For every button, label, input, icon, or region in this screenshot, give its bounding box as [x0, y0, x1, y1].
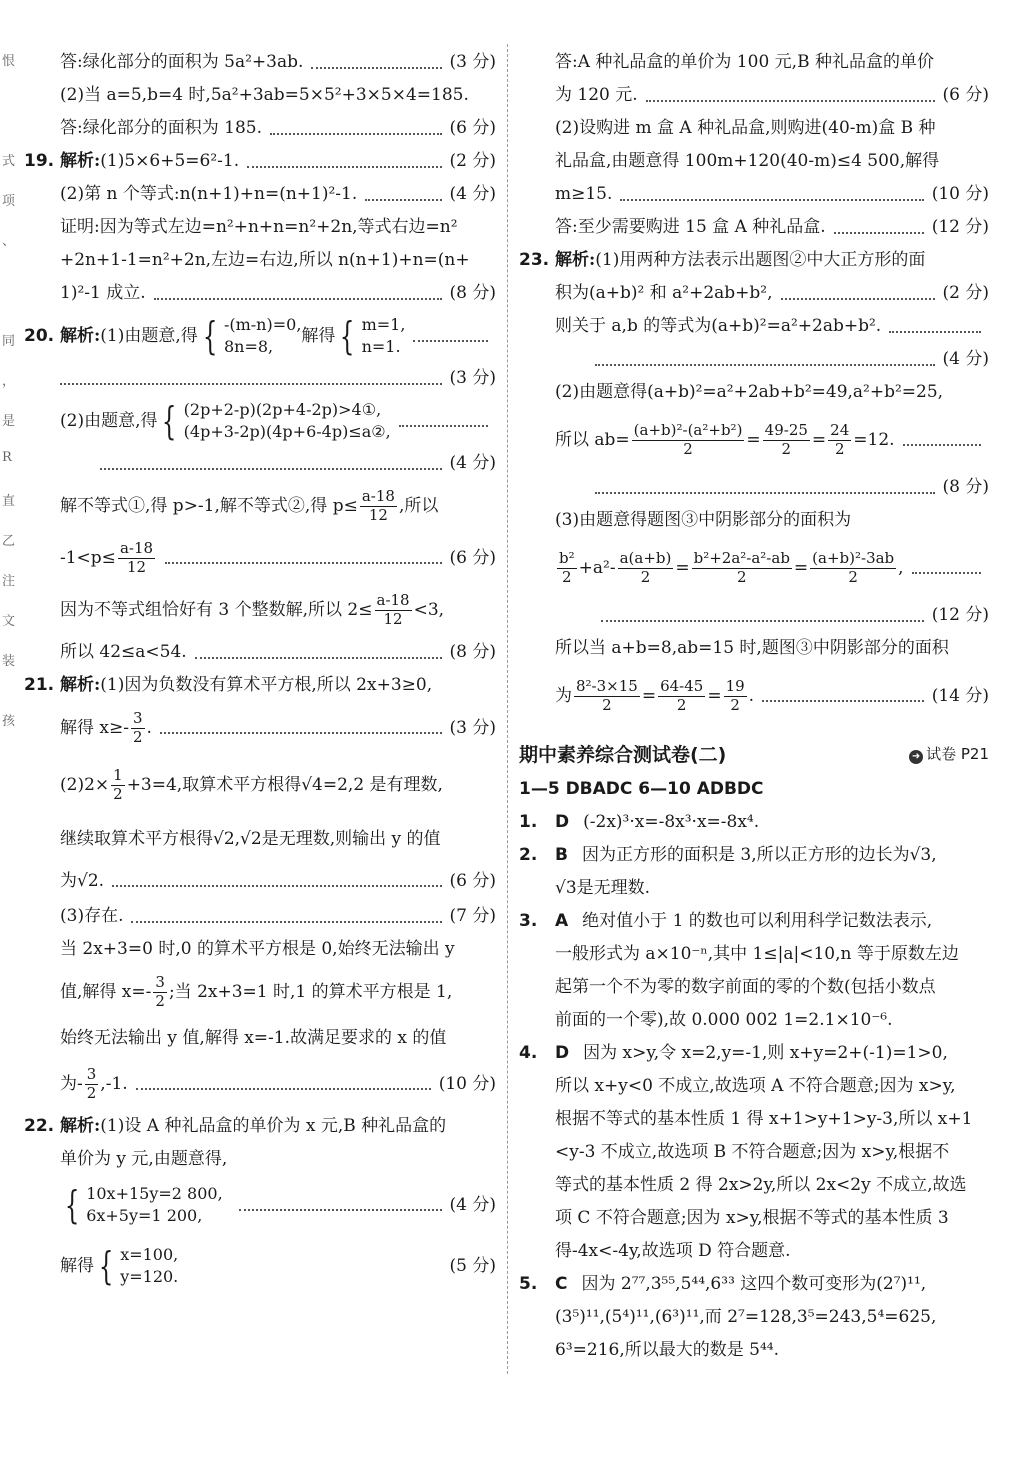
fraction: $\frac{3}{2}$: [155, 973, 165, 1010]
q23-line-12: 为 $\frac{\text{8²-3×15}}{2}$ = $\frac{64-45}{2}$ = $\frac{19}{2}$ . (14 分): [555, 677, 989, 714]
q21-line-9: 始终无法输出 y 值,解得 x=-1.故满足要求的 x 的值: [60, 1027, 447, 1048]
q20-line-7: 因为不等式组恰好有 3 个整数解,所以 2≤ $\frac{a-18}{12}$ <3,: [60, 591, 445, 628]
fraction: $\frac{\text{b²+2a²-a²-ab}}{2}$: [693, 549, 790, 586]
fraction: $\frac{a-18}{12}$: [361, 487, 395, 524]
column-divider: [507, 44, 508, 1374]
answer-key: 1—5 DBADC 6—10 ADBDC: [519, 779, 764, 799]
q23-line-4: (4 分): [519, 343, 989, 376]
q22-tail-line-3: (2)设购进 m 盒 A 种礼品盒,则购进(40-m)盒 B 种: [555, 118, 936, 138]
equation-system: { x=100, y=120.: [98, 1244, 179, 1288]
right-column: [519, 46, 989, 1367]
fraction: $\frac{24}{2}$: [830, 421, 850, 458]
q22-tail-line-5: m≥15. (10 分): [555, 184, 989, 204]
q20-line-5: 解不等式①,得 p>-1,解不等式②,得 p≤ $\frac{a-18}{12}$ ,所以: [60, 487, 439, 524]
a5-line-1: 5. C 因为 2⁷⁷,3⁵⁵,5⁴⁴,6³³ 这四个数可变形为(2⁷)¹¹,: [519, 1274, 927, 1294]
a4-line-3: 根据不等式的基本性质 1 得 x+1>y+1>y-3,所以 x+1: [555, 1109, 973, 1129]
q22-tail-line-2: 为 120 元. (6 分): [555, 85, 989, 105]
section-header: [519, 733, 989, 773]
a5-line-3: 6³=216,所以最大的数是 5⁴⁴.: [555, 1340, 779, 1360]
q23-line-6: 所以 ab= $\frac{\text{(a+b)²-(a²+b²)}}{2}$ = $\frac{49-25}{2}$ = $\frac{24}{2}$ =12.: [519, 409, 989, 471]
q19-line-5: 1)²-1 成立. (8 分): [60, 283, 496, 303]
a3-line-3: 起第一个不为零的数字前面的零的个数(包括小数点: [555, 977, 936, 997]
fraction: $\frac{a-18}{12}$: [376, 591, 410, 628]
section-title: 期中素养综合测试卷(二): [519, 743, 727, 766]
q20-line-3: (2)由题意,得 { (2p+2-p)(2p+4-2p)>4①, (4p+3-2p)(4p+6-4p)≤a②,: [24, 395, 496, 447]
a1-line-1: 1. D (-2x)³·x=-8x³·x=-8x⁴.: [519, 812, 760, 832]
score: (6 分): [449, 118, 496, 138]
q21-line-1: 21. 解析: (1)因为负数没有算术平方根,所以 2x+3≥0,: [24, 675, 433, 695]
q21-line-2: 解得 x≥- $\frac{3}{2}$ . (3 分): [60, 709, 496, 746]
q22-tail-line-1: 答:A 种礼品盒的单价为 100 元,B 种礼品盒的单价: [555, 52, 934, 72]
fraction: $\frac{49-25}{2}$: [764, 421, 808, 458]
fraction: $\frac{\text{8²-3×15}}{2}$: [576, 677, 638, 714]
section-ref: ➜ 试卷 P21: [909, 743, 989, 764]
a4-line-7: 得-4x<-4y,故选项 D 符合题意.: [555, 1241, 791, 1261]
q18-line-2: (2)当 a=5,b=4 时,5a²+3ab=5×5²+3×5×4=185.: [60, 85, 469, 105]
a3-line-4: 前面的一个零),故 0.000 002 1=2.1×10⁻⁶.: [555, 1010, 893, 1030]
equation-system: { 10x+15y=2 800, 6x+5y=1 200,: [64, 1183, 223, 1227]
q19-line-4: +2n+1-1=n²+2n,左边=右边,所以 n(n+1)+n=(n+: [60, 250, 470, 270]
fraction: $\frac{\text{(a+b)²-3ab}}{2}$: [812, 549, 895, 586]
q19-line-3: 证明:因为等式左边=n²+n+n=n²+2n,等式右边=n²: [60, 217, 458, 237]
equation-system: { -(m-n)=0, 8n=8,: [202, 314, 302, 358]
a4-line-4: <y-3 不成立,故选项 B 不符合题意;因为 x>y,根据不: [555, 1142, 950, 1162]
left-column: [24, 46, 496, 1298]
question-number: 19.: [24, 151, 55, 171]
q19-line-2: (2)第 n 个等式:n(n+1)+n=(n+1)²-1. (4 分): [60, 184, 496, 204]
fraction: $\frac{\text{b²}}{2}$: [559, 549, 575, 586]
q21-line-3: (2)2× $\frac{1}{2}$ +3=4,取算术平方根得√4=2,2 是有理数,: [60, 766, 443, 803]
q22-line-1: 22. 解析: (1)设 A 种礼品盒的单价为 x 元,B 种礼品盒的: [24, 1116, 447, 1136]
q22-line-3: { 10x+15y=2 800, 6x+5y=1 200, (4 分): [24, 1176, 496, 1234]
q22-tail-line-6: 答:至少需要购进 15 盒 A 种礼品盒. (12 分): [555, 217, 989, 237]
q21-line-8: 值,解得 x=- $\frac{3}{2}$ ;当 2x+3=1 时,1 的算术平方根是 1,: [60, 973, 453, 1010]
inequality-system: { (2p+2-p)(2p+4-2p)>4①, (4p+3-2p)(4p+6-4p)≤a②,: [162, 399, 391, 443]
a2-line-2: √3是无理数.: [555, 878, 651, 898]
q23-line-3: 则关于 a,b 的等式为(a+b)²=a²+2ab+b².: [519, 310, 989, 343]
q19-line-1: 19. 解析: (1)5×6+5=6²-1. (2 分): [24, 151, 496, 171]
q20-line-2: (3 分): [24, 362, 496, 395]
fraction: $\frac{3}{2}$: [132, 709, 143, 746]
fraction: $\frac{64-45}{2}$: [660, 677, 704, 714]
q20-line-1: 20. 解析: (1)由题意,得 { -(m-n)=0, 8n=8, 解得 { m=1, n=1.: [24, 310, 496, 362]
q22-tail-line-4: 礼品盒,由题意得 100m+120(40-m)≤4 500,解得: [555, 151, 940, 171]
a2-line-1: 2. B 因为正方形的面积是 3,所以正方形的边长为√3,: [519, 845, 937, 865]
fraction: $\frac{\text{(a+b)²-(a²+b²)}}{2}$: [633, 421, 743, 458]
a4-line-5: 等式的基本性质 2 得 2x>2y,所以 2x<2y 不成立,故选: [555, 1175, 967, 1195]
q21-line-10: 为- $\frac{3}{2}$ ,-1. (10 分): [60, 1065, 496, 1102]
q21-line-4: 继续取算术平方根得√2,√2是无理数,则输出 y 的值: [60, 828, 441, 849]
q22-line-2: 单价为 y 元,由题意得,: [60, 1149, 228, 1169]
q18-line-3: 答:绿化部分的面积为 185. (6 分): [60, 118, 496, 138]
q23-line-1: 23. 解析: (1)用两种方法表示出题图②中大正方形的面: [519, 250, 926, 270]
q23-line-5: (2)由题意得(a+b)²=a²+2ab+b²=49,a²+b²=25,: [555, 382, 944, 402]
q22-line-4: 解得 { x=100, y=120. (5 分): [60, 1244, 496, 1288]
a4-line-6: 项 C 不符合题意;因为 x>y,根据不等式的基本性质 3: [555, 1208, 949, 1228]
a4-line-1: 4. D 因为 x>y,令 x=2,y=-1,则 x+y=2+(-1)=1>0,: [519, 1043, 948, 1063]
fraction: $\frac{3}{2}$: [86, 1065, 97, 1102]
q23-line-9: $\frac{\text{b²}}{2}$ +a²- $\frac{a(a+b)}{2}$ = $\frac{\text{b²+2a²-a²-ab}}{2}$ = $\frac{\text{(a+b)²-3ab}}{2}$ ,: [519, 537, 989, 599]
arrow-right-icon: ➜: [909, 750, 923, 764]
q21-line-5: 为√2. (6 分): [60, 870, 496, 891]
q23-line-7: (8 分): [519, 471, 989, 504]
score: (3 分): [449, 52, 496, 72]
fraction: $\frac{a(a+b)}{2}$: [619, 549, 672, 586]
a3-line-2: 一般形式为 a×10⁻ⁿ,其中 1≤|a|<10,n 等于原数左边: [555, 944, 959, 964]
q23-line-2: 积为(a+b)² 和 a²+2ab+b², (2 分): [555, 283, 989, 303]
equation-system: { m=1, n=1.: [340, 314, 406, 358]
q20-line-4: (4 分): [24, 447, 496, 480]
a4-line-2: 所以 x+y<0 不成立,故选项 A 不符合题意;因为 x>y,: [555, 1076, 956, 1096]
fraction: $\frac{1}{2}$: [113, 766, 123, 803]
a3-line-1: 3. A 绝对值小于 1 的数也可以利用科学记数法表示,: [519, 911, 933, 931]
fraction: $\frac{19}{2}$: [725, 677, 745, 714]
q18-line-1: 答:绿化部分的面积为 5a²+3ab. (3 分): [60, 52, 496, 72]
q20-line-8: 所以 42≤a<54. (8 分): [60, 642, 496, 662]
fraction: $\frac{a-18}{12}$: [119, 539, 154, 576]
q21-line-7: 当 2x+3=0 时,0 的算术平方根是 0,始终无法输出 y: [60, 939, 455, 959]
q20-line-6: -1<p≤ $\frac{a-18}{12}$ (6 分): [60, 539, 496, 576]
binding-margin-text: 恨 式 项 、 同 ， 是 R 直 乙 注 文 装 孩: [2, 54, 16, 729]
a5-line-2: (3⁵)¹¹,(5⁴)¹¹,(6³)¹¹,而 2⁷=128,3⁵=243,5⁴=625,: [555, 1307, 937, 1327]
q23-line-8: (3)由题意得题图③中阴影部分的面积为: [555, 510, 852, 530]
q21-line-6: (3)存在. (7 分): [60, 906, 496, 926]
q23-line-10: (12 分): [519, 599, 989, 632]
q23-line-11: 所以当 a+b=8,ab=15 时,题图③中阴影部分的面积: [555, 638, 949, 658]
